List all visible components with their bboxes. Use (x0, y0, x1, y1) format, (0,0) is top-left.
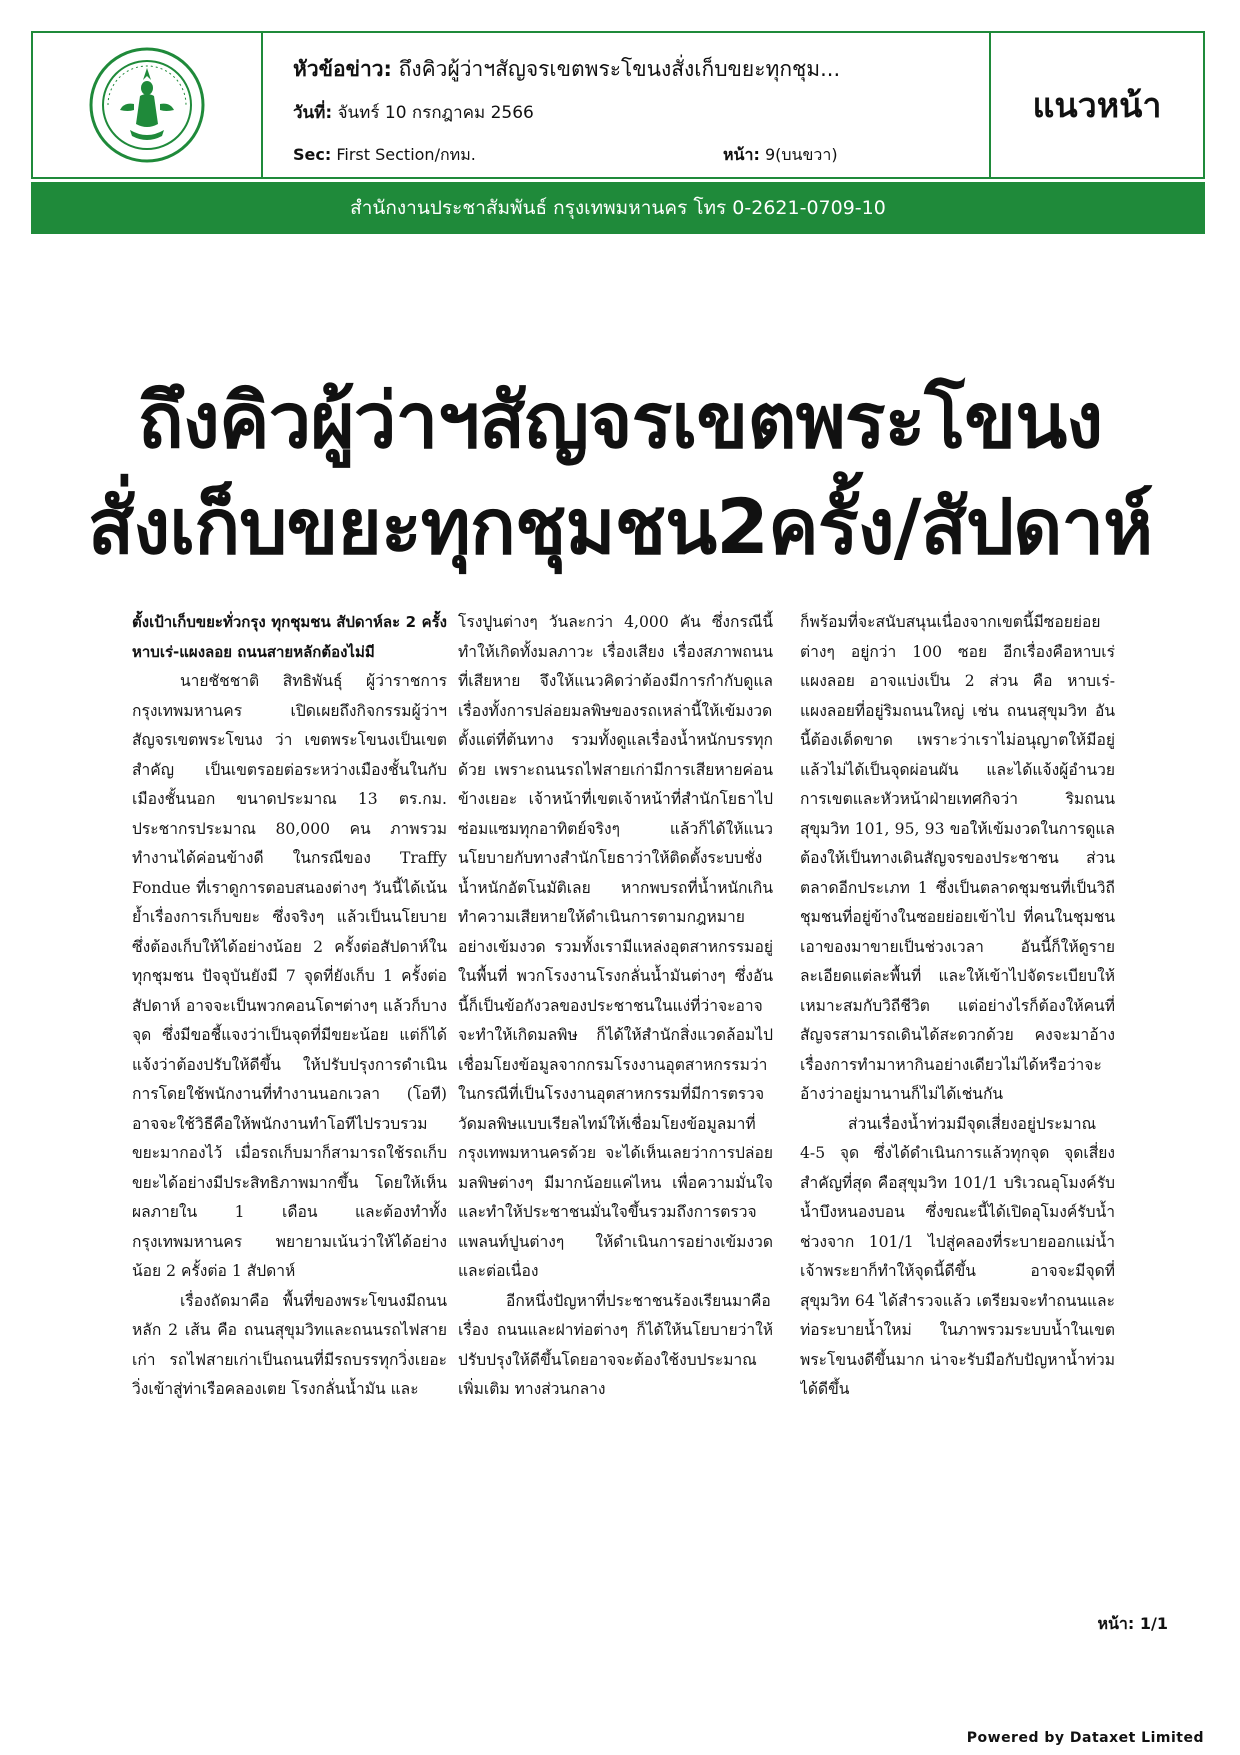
section-cell (991, 33, 1203, 177)
article-headline (60, 368, 1180, 580)
contact-banner-text: สำนักงานประชาสัมพันธ์ กรุงเทพมหานคร โทร 0-2621-0709-10 (350, 197, 886, 219)
bangkok-city-seal-icon (88, 46, 206, 164)
sec-info (293, 143, 476, 168)
headline-line-1: ถึงคิวผู้ว่าฯสัญจรเขตพระโขนง (137, 376, 1103, 465)
footer-page-number (1097, 1612, 1168, 1637)
header-box (31, 31, 1205, 179)
headline-line-2: สั่งเก็บขยะทุกชุมชน2ครั้ง/สัปดาห์ (87, 482, 1153, 571)
sec-value: First Section/กทม. (336, 145, 476, 164)
paragraph: อีกหนึ่งปัญหาที่ประชาชนร้องเรียนมาคือเรื่อง ถนนและฝาท่อต่างๆ ก็ได้ให้นโยบายว่าให้ปรับปรุงให้ดีขึ้นโดยอาจจะต้องใช้งบประมาณเพิ่มเติม ทางส่วนกลาง (458, 1291, 773, 1398)
footer-page-label: หน้า: (1097, 1614, 1135, 1633)
date-info (293, 99, 534, 126)
article-column-3 (800, 608, 1115, 1548)
page-value: 9(บนขวา) (764, 145, 838, 164)
footer-page-value: 1/1 (1139, 1614, 1168, 1633)
paragraph: ก็พร้อมที่จะสนับสนุนเนื่องจากเขตนี้มีซอยย่อยต่างๆ อยู่กว่า 100 ซอย อีกเรื่องคือหาบเร่แผงลอย อาจแบ่งเป็น 2 ส่วน คือ หาบเร่-แผงลอยที่อยู่ริมถนนใหญ่ เช่น ถนนสุขุมวิท อันนี้ต้องเด็ดขาด เพราะว่าเราไม่อนุญาตให้มีอยู่แล้วไม่ได้เป็นจุดผ่อนผัน และได้แจ้งผู้อำนวยการเขตและหัวหน้าฝ่ายเทศกิจว่า ริมถนนสุขุมวิท 101, 95, 93 ขอให้เข้มงวดในการดูแลต้องให้เป็นทางเดินสัญจรของประชาชน ส่วนตลาดอีกประเภท 1 ซึ่งเป็นตลาดชุมชนที่เป็นวิถีชุมชนที่อยู่ข้างในซอยย่อยเข้าไป ที่คนในชุมชนเอาของมาขายเป็นช่วงเวลา อันนี้ก็ให้ดูรายละเอียดแต่ละพื้นที่ และให้เข้าไปจัดระเบียบให้เหมาะสมกับวิถีชีวิต แต่อย่างไรก็ต้องให้คนที่สัญจรสามารถเดินได้สะดวกด้วย คงจะมาอ้างเรื่องการทำมาหากินอย่างเดียวไม่ได้หรือว่าจะอ้างว่าอยู่มานานก็ไม่ได้เช่นกัน (800, 613, 1115, 1103)
headline-label: หัวข้อข่าว: (293, 57, 392, 81)
logo-cell (33, 33, 263, 177)
date-value: จันทร์ 10 กรกฎาคม 2566 (337, 103, 534, 123)
article-column-1 (132, 608, 447, 1548)
page-info (723, 143, 838, 168)
article-lead: ตั้งเป้าเก็บขยะทั่วกรุง ทุกชุมชน สัปดาห์ละ 2 ครั้ง หาบเร่-แผงลอย ถนนสายหลักต้องไม่มี (132, 613, 447, 661)
contact-banner (31, 182, 1205, 234)
section-name: แนวหน้า (1032, 86, 1162, 126)
headline-info (293, 53, 840, 86)
article-column-2 (458, 608, 773, 1548)
paragraph: ส่วนเรื่องน้ำท่วมมีจุดเสี่ยงอยู่ประมาณ 4-5 จุด ซึ่งได้ดำเนินการแล้วทุกจุด จุดเสี่ยงสำคัญที่สุด คือสุขุมวิท 101/1 บริเวณอุโมงค์รับน้ำบึงหนองบอน ซึ่งขณะนี้ได้เปิดอุโมงค์รับน้ำช่วงจาก 101/1 ไปสู่คลองที่ระบายออกแม่น้ำเจ้าพระยาก็ทำให้จุดนี้ดีขึ้น อาจจะมีจุดที่ สุขุมวิท 64 ได้สำรวจแล้ว เตรียมจะทำถนนและท่อระบายน้ำใหม่ ในภาพรวมระบบน้ำในเขตพระโขนงดีขึ้นมาก น่าจะรับมือกับปัญหาน้ำท่วมได้ดีขึ้น (800, 1114, 1115, 1398)
paragraph: โรงปูนต่างๆ วันละกว่า 4,000 คัน ซึ่งกรณีนี้ทำให้เกิดทั้งมลภาวะ เรื่องเสียง เรื่องสภาพถนนที่เสียหาย จึงให้แนวคิดว่าต้องมีการกำกับดูแลเรื่องทั้งการปล่อยมลพิษของรถเหล่านี้ให้เข้มงวดตั้งแต่ที่ต้นทาง รวมทั้งดูแลเรื่องน้ำหนักบรรทุกด้วย เพราะถนนรถไฟสายเก่ามีการเสียหายค่อนข้างเยอะ เจ้าหน้าที่เขตเจ้าหน้าที่สำนักโยธาไปซ่อมแซมทุกอาทิตย์จริงๆ แล้วก็ได้ให้แนวนโยบายกับทางสำนักโยธาว่าให้ติดตั้งระบบชั่งน้ำหนักอัตโนมัติเลย หากพบรถที่น้ำหนักเกินทำความเสียหายให้ดำเนินการตามกฎหมายอย่างเข้มงวด รวมทั้งเรามีแหล่งอุตสาหกรรมอยู่ในพื้นที่ พวกโรงงานโรงกลั่นน้ำมันต่างๆ ซึ่งอันนี้ก็เป็นข้อกังวลของประชาชนในแง่ที่ว่าจะอาจจะทำให้เกิดมลพิษ ก็ได้ให้สำนักสิ่งแวดล้อมไปเชื่อมโยงข้อมูลจากกรมโรงงานอุตสาหกรรมว่า ในกรณีที่เป็นโรงงานอุตสาหกรรมที่มีการตรวจวัดมลพิษแบบเรียลไทม์ให้เชื่อมโยงข้อมูลมาที่กรุงเทพมหานครด้วย จะได้เห็นเลยว่าการปล่อยมลพิษต่างๆ มีมากน้อยแค่ไหน เพื่อความมั่นใจและทำให้ประชาชนมั่นใจขึ้นรวมถึงการตรวจแพลนท์ปูนต่างๆ ให้ดำเนินการอย่างเข้มงวดและต่อเนื่อง (458, 613, 773, 1280)
info-cell (263, 33, 991, 177)
date-label: วันที่: (293, 103, 333, 123)
paragraph: นายชัชชาติ สิทธิพันธุ์ ผู้ว่าราชการกรุงเทพมหานคร เปิดเผยถึงกิจกรรมผู้ว่าฯ สัญจรเขตพระโขนง ว่า เขตพระโขนงเป็นเขตสำคัญ เป็นเขตรอยต่อระหว่างเมืองชั้นในกับเมืองชั้นนอก ขนาดประมาณ 13 ตร.กม. ประชากรประมาณ 80,000 คน ภาพรวมทำงานได้ค่อนข้างดี ในกรณีของ Traffy Fondue ที่เราดูการตอบสนองต่างๆ วันนี้ได้เน้นย้ำเรื่องการเก็บขยะ ซึ่งจริงๆ แล้วเป็นนโยบายซึ่งต้องเก็บให้ได้อย่างน้อย 2 ครั้งต่อสัปดาห์ในทุกชุมชน ปัจจุบันยังมี 7 จุดที่ยังเก็บ 1 ครั้งต่อสัปดาห์ อาจจะเป็นพวกคอนโดฯต่างๆ แล้วก็บางจุด ซึ่งมีขอชี้แจงว่าเป็นจุดที่มีขยะน้อย แต่ก็ได้แจ้งว่าต้องปรับให้ดีขึ้น ให้ปรับปรุงการดำเนินการโดยใช้พนักงานที่ทำงานนอกเวลา (โอที) อาจจะใช้วิธีคือให้พนักงานทำโอทีไปรวบรวมขยะมากองไว้ เมื่อรถเก็บมาก็สามารถใช้รถเก็บขยะได้อย่างมีประสิทธิภาพมากขึ้น โดยให้เห็นผลภายใน 1 เดือน และต้องทำทั้งกรุงเทพมหานคร พยายามเน้นว่าให้ได้อย่างน้อย 2 ครั้งต่อ 1 สัปดาห์ (132, 672, 447, 1280)
page-label: หน้า: (723, 145, 760, 164)
sec-label: Sec: (293, 145, 332, 164)
powered-by: Powered by Dataxet Limited (966, 1730, 1204, 1746)
paragraph: เรื่องถัดมาคือ พื้นที่ของพระโขนงมีถนนหลัก 2 เส้น คือ ถนนสุขุมวิทและถนนรถไฟสายเก่า รถไฟสายเก่าเป็นถนนที่มีรถบรรทุกวิ่งเยอะ วิ่งเข้าสู่ท่าเรือคลองเตย โรงกลั่นน้ำมัน และ (132, 1291, 447, 1398)
headline-value: ถึงคิวผู้ว่าฯสัญจรเขตพระโขนงสั่งเก็บขยะทุกชุม... (398, 57, 841, 81)
